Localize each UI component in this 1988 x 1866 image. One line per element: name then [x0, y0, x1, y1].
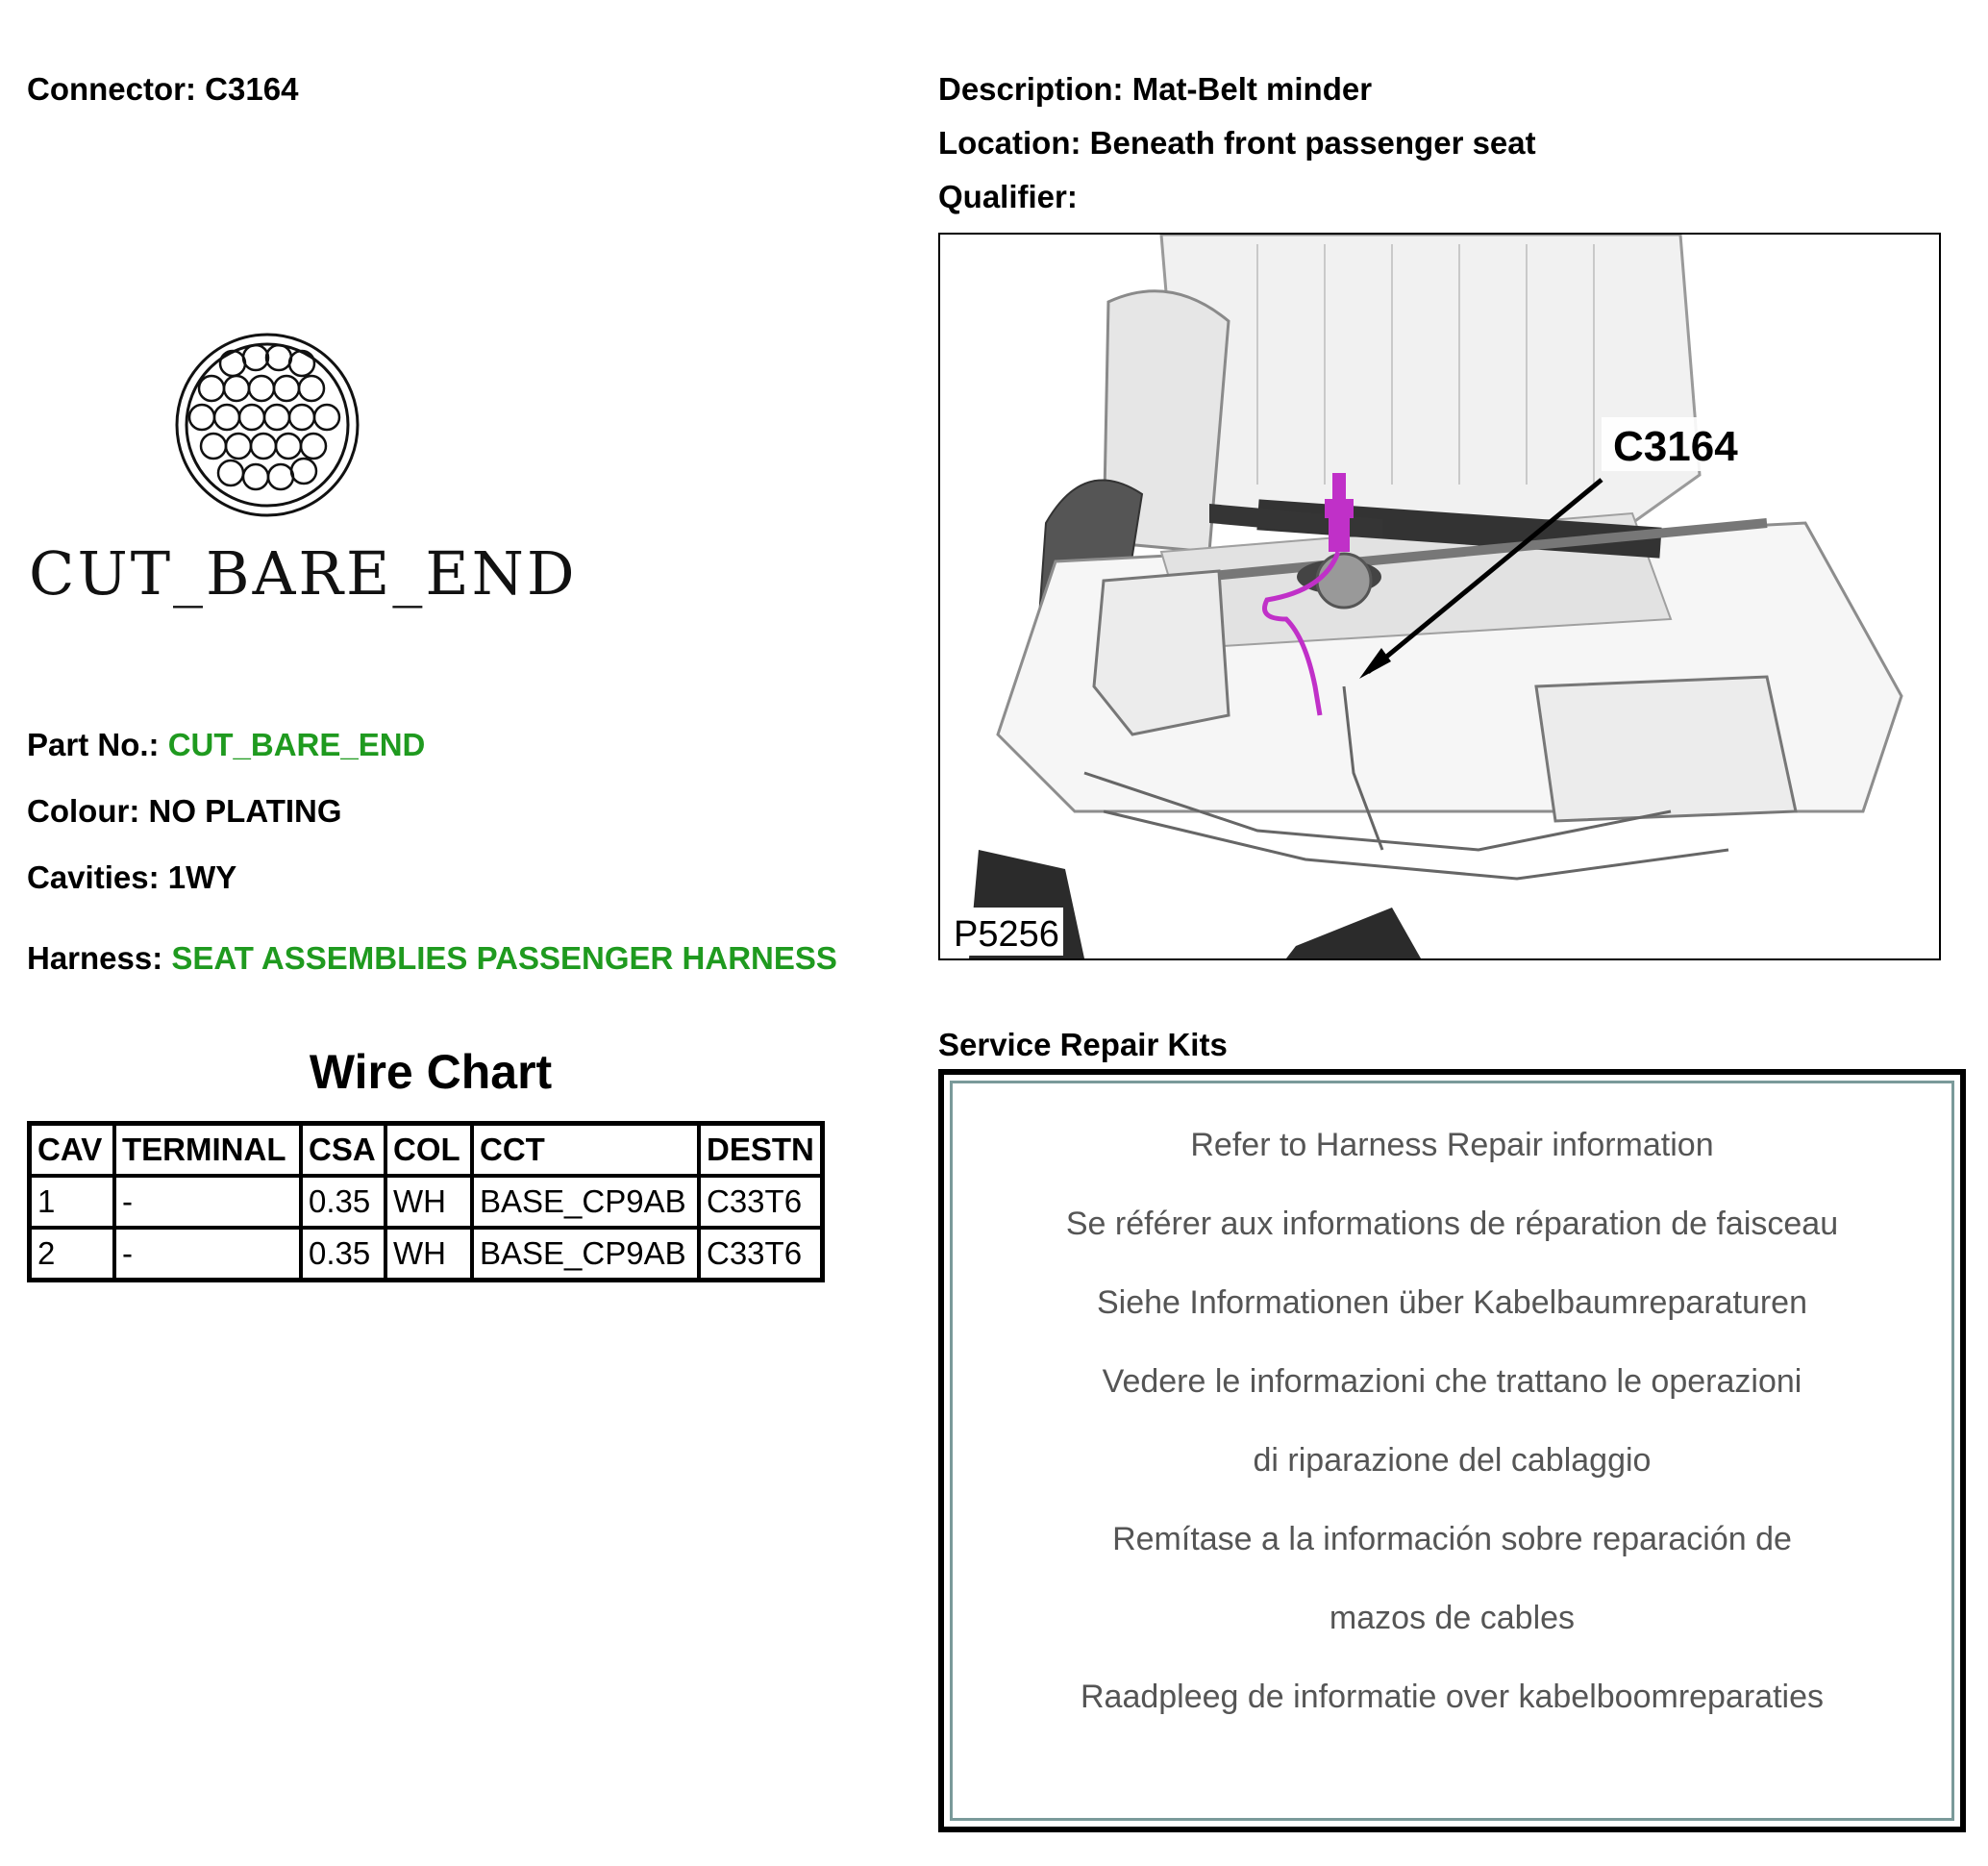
qualifier-label: Qualifier:: [938, 179, 1078, 214]
column-header-terminal: TERMINAL: [114, 1124, 301, 1177]
cell-destn: C33T6: [699, 1228, 823, 1281]
column-header-col: COL: [385, 1124, 472, 1177]
colour-label: Colour:: [27, 793, 140, 829]
wire-chart-table: [27, 1121, 825, 1282]
cell-cav: 2: [30, 1228, 115, 1281]
srk-line: Remítase a la información sobre reparación de: [1112, 1521, 1792, 1557]
qualifier-line: [938, 179, 1078, 215]
service-repair-kits-inner: [950, 1081, 1954, 1821]
location-line: [938, 125, 1536, 162]
location-label: Location:: [938, 125, 1081, 161]
cell-csa: 0.35: [301, 1228, 385, 1281]
cell-destn: C33T6: [699, 1176, 823, 1228]
service-repair-kits-title: Service Repair Kits: [938, 1027, 1228, 1062]
table-row: [30, 1176, 823, 1228]
description-label: Description:: [938, 71, 1124, 107]
cell-col: WH: [385, 1176, 472, 1228]
cell-terminal: -: [114, 1176, 301, 1228]
column-header-csa: CSA: [301, 1124, 385, 1177]
column-header-cav: CAV: [30, 1124, 115, 1177]
table-row: [30, 1228, 823, 1281]
cavities-line: [27, 859, 236, 896]
colour-line: [27, 793, 342, 830]
connector-line: [27, 71, 298, 108]
wire-chart-title: Wire Chart: [309, 1045, 553, 1099]
srk-line: Raadpleeg de informatie over kabelboomreparaties: [1080, 1679, 1825, 1715]
harness-link[interactable]: SEAT ASSEMBLIES PASSENGER HARNESS: [171, 940, 837, 976]
cell-cav: 1: [30, 1176, 115, 1228]
description-value: Mat-Belt minder: [1131, 71, 1373, 107]
part-no-link[interactable]: CUT_BARE_END: [167, 727, 426, 762]
srk-line: di riparazione del cablaggio: [1253, 1442, 1652, 1479]
cell-col: WH: [385, 1228, 472, 1281]
part-code-graphic: CUT_BARE_END: [29, 538, 578, 609]
service-repair-kits-box: [938, 1069, 1966, 1832]
connector-label: Connector:: [27, 71, 196, 107]
srk-line: Se référer aux informations de réparation de faisceau: [1065, 1206, 1839, 1242]
figure-ref: P5256: [954, 914, 1059, 955]
figure-callout: C3164: [1613, 423, 1738, 470]
description-line: [938, 71, 1372, 108]
harness-label: Harness:: [27, 940, 163, 976]
part-no-label: Part No.:: [27, 727, 160, 762]
cell-terminal: -: [114, 1228, 301, 1281]
part-no-line: [27, 727, 425, 763]
harness-line: [27, 940, 837, 977]
srk-line: Siehe Informationen über Kabelbaumreparaturen: [1096, 1284, 1808, 1321]
column-header-cct: CCT: [472, 1124, 699, 1177]
colour-value: NO PLATING: [148, 793, 342, 829]
connector-value: C3164: [205, 71, 299, 107]
location-figure: [938, 233, 1941, 960]
cavities-value: 1WY: [167, 859, 237, 895]
cell-cct: BASE_CP9AB: [472, 1176, 699, 1228]
cavities-label: Cavities:: [27, 859, 160, 895]
srk-line: Vedere le informazioni che trattano le operazioni: [1102, 1363, 1802, 1400]
cell-csa: 0.35: [301, 1176, 385, 1228]
srk-line: Refer to Harness Repair information: [1190, 1127, 1714, 1163]
table-header-row: [30, 1124, 823, 1177]
column-header-destn: DESTN: [699, 1124, 823, 1177]
location-value: Beneath front passenger seat: [1089, 125, 1536, 161]
srk-line: mazos de cables: [1329, 1600, 1576, 1636]
cell-cct: BASE_CP9AB: [472, 1228, 699, 1281]
connector-face-icon: [173, 331, 361, 519]
